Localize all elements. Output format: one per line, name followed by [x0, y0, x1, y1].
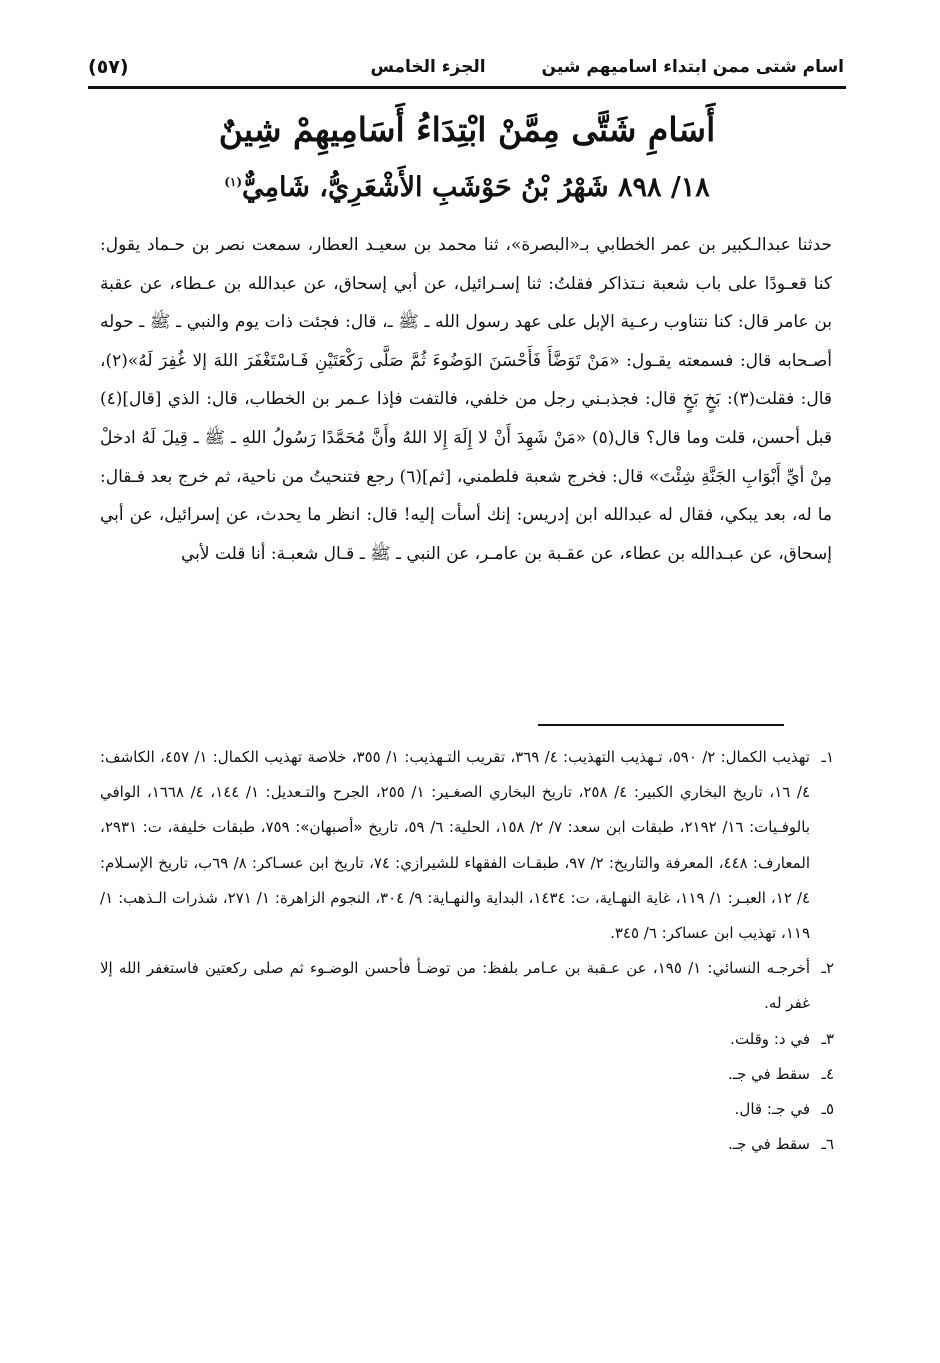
footnote-number: ٤ـ	[821, 1064, 834, 1083]
footnote-separator	[538, 724, 784, 726]
footnote-number: ٥ـ	[821, 1100, 834, 1119]
footnote-number: ٣ـ	[821, 1029, 834, 1048]
footnote-4	[100, 1057, 834, 1092]
page-number: (٥٧)	[88, 56, 129, 78]
footnote-text: في جـ: قال.	[734, 1100, 810, 1119]
footnote-number: ٢ـ	[821, 959, 834, 978]
entry-heading	[88, 162, 846, 208]
main-text	[100, 226, 832, 573]
footnote-1	[100, 740, 834, 951]
header-rule	[88, 86, 846, 89]
entry-heading-text: ١٨/ ٨٩٨ شَهْرُ بْنُ حَوْشَبِ الأَشْعَرِيُّ، شَامِيٌّ	[242, 172, 710, 203]
footnote-6	[100, 1127, 834, 1162]
chapter-title: أَسَامِ شَتَّى مِمَّنْ ابْتِدَاءُ أَسَامِيهِمْ شِينٌ	[218, 110, 716, 149]
volume-label: الجزء الخامس	[370, 57, 486, 77]
footnote-5	[100, 1092, 834, 1127]
footnote-text: في د: وقلت.	[730, 1029, 810, 1048]
footnote-number: ٦ـ	[821, 1135, 834, 1154]
body-paragraph: حدثنا عبدالـكبير بن عمر الخطابي بـ«البصرة»، ثنا محمد بن سعيـد العطار، سمعت نصر بن حـماد يقول: كنا قعـودًا على باب شعبة نـتذاكر فقلتُ: ثنا إسـرائيل، عن أبي إسحاق، عن عبدالله بن عـطاء، عن عقبة بن عامر قال: كنا نتناوب رعـية الإبل على عهد رسول الله ـ ﷺ ـ، قال: فجئت ذات يوم والنبي ـ ﷺ ـ حوله أصـحابه قال: فسمعته يقـول: «مَنْ تَوَضَّأَ فَأَحْسَنَ الوَضُوءَ ثُمَّ صَلَّى رَكْعَتَيْنِ فَـاسْتَغْفَرَ اللهَ إلا غُفِرَ لَهُ»(٢)، قال: فقلت(٣): بَخٍ بَخٍ قال: فجذبـني رجل من خلفي، فالتفت فإذا عـمر بن الخطاب، قال: الذي [قال](٤) قبل أحسن، قلت وما قال؟ قال(٥) «مَنْ شَهِدَ أَنْ لا إِلَهَ إِلا اللهُ وأَنَّ مُحَمَّدًا رَسُولُ اللهِ ـ ﷺ ـ قِيلَ لَهُ ادخلْ مِنْ أيِّ أَبْوَابِ الجَنَّةِ شِئْتَ» قال: فخرج شعبة فلطمني، [ثم](٦) رجع فتنحيتُ من ناحية، ثم خرج بعد فـقال: ما له، بعد يبكي، فقال له عبدالله ابن إدريس: إنك أسأت إليه! قال: انظر ما يحدث، عن إسرائيل، عن أبي إسحاق، عن عبـدالله بن عطاء، عن عقـبة بن عامـر، عن النبي ـ ﷺ ـ قـال شعبـة: أنا قلت لأبي	[100, 235, 833, 564]
footnotes	[100, 740, 834, 1162]
footnote-text: أخرجـه النسائي: ١/ ١٩٥، عن عـقبة بن عـامر بلفظ: من توضـأ فأحسن الوضـوء ثم صلى ركعتين فاستغفر الله إلا غفر له.	[100, 959, 810, 1013]
footnote-text: سقط في جـ.	[727, 1135, 810, 1154]
footnote-number: ١ـ	[821, 748, 834, 766]
footnote-2	[100, 951, 834, 1021]
running-header	[88, 52, 844, 82]
footnote-text: سقط في جـ.	[727, 1064, 810, 1083]
footnote-text: تهذيب الكمال: ٢/ ٥٩٠، تـهذيب التهذيب: ٤/ ٣٦٩، تقريب التـهذيب: ١/ ٣٥٥، خلاصة تهذيب الكمال: ١/ ٤٥٧، الكاشف: ٤/ ١٦، تاريخ البخاري الكبير: ٤/ ٢٥٨، تاريخ البخاري الصغـير: ١/ ٢٥٥، الجرح والتـعديل: ١/ ١٤٤، ٤/ ١٦٦٨، الوافي بالوفـيات: ١٦/ ٢١٩٢، طبقات ابن سعد: ٧/ ٢/ ١٥٨، الحلية: ٦/ ٥٩، تاريخ «أصبهان»: ٧٥٩، طبقات خليفة، ت: ٢٩٣١، المعارف: ٤٤٨، المعرفة والتاريخ: ٢/ ٩٧، طبقـات الفقهاء للشيرازي: ٧٤، تاريخ ابن عسـاكر: ٨/ ٦٩ب، تاريخ الإسـلام: ٤/ ١٢، العبـر: ١/ ١١٩، غاية النهـاية، ت: ١٤٣٤، البداية والنهـاية: ٩/ ٣٠٤، النجوم الزاهرة: ١/ ٢٧١، شذرات الـذهب: ١/ ١١٩، تهذيب ابن عساكر: ٦/ ٣٤٥.	[100, 748, 811, 943]
running-header-titles	[370, 57, 844, 77]
book-title: اسام شتى ممن ابتداء اسامیهم شین	[541, 57, 844, 77]
entry-footnote-marker: (١)	[224, 175, 243, 189]
footnote-3	[100, 1022, 834, 1057]
